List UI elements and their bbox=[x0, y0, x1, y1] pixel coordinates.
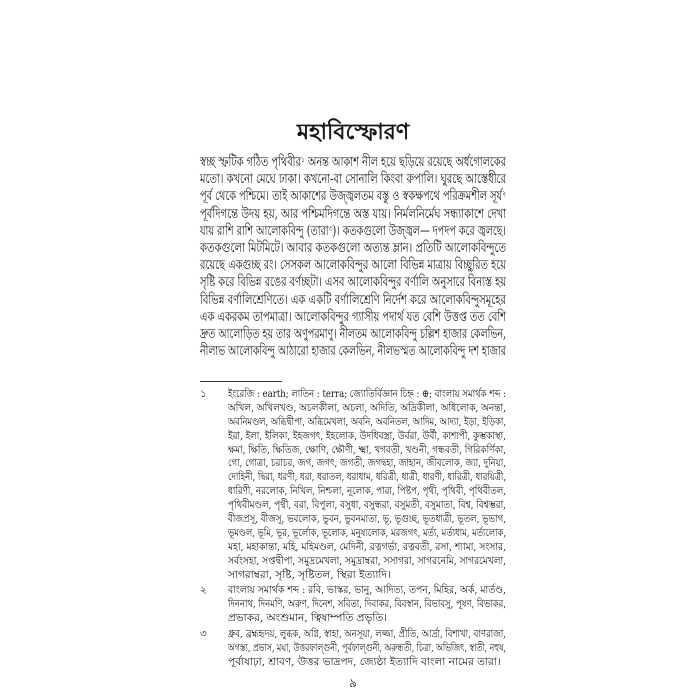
body-text-segment: মতো। কখনো মেঘে ঢাকা। কখনো-বা সোনালি কিংবা রুপালি। ঘুরছে আস্তেধীরে bbox=[200, 171, 506, 188]
line-text: গো, গোত্রা, চরাচর, জগ, জগৎ, জগতী, জগদ্বহা, জাহান, জীবলোক, জ্যা, দুনিয়া, bbox=[228, 457, 506, 470]
footnote-line bbox=[228, 656, 506, 670]
line-text bbox=[200, 257, 506, 274]
line-text bbox=[200, 309, 506, 326]
footnote-reference: ৩ bbox=[328, 222, 333, 233]
body-text-segment: দ্রুত আলোড়িত হয় তার অণুপরমাণু। নীলতম আলোকবিন্দু চল্লিশ হাজার কেলভিন, bbox=[200, 325, 506, 342]
footnote-line bbox=[228, 444, 506, 458]
body-text-segment: )। কতকগুলো উজ্জ্বল— দপদপ করে জ্বলছে। bbox=[332, 222, 506, 239]
line-text bbox=[200, 223, 506, 240]
body-line bbox=[200, 274, 506, 291]
body-text-segment: অনন্ত আকাশ নীল হয়ে ছড়িয়ে রয়েছে অর্ধগোলকের bbox=[304, 154, 506, 170]
body-text-segment: নীলাভ আলোকবিন্দু আঠারো হাজার কেলভিন, নীলভস্মত আলোকবিন্দু দশ হাজার bbox=[200, 343, 506, 360]
line-text bbox=[200, 292, 506, 309]
line-text bbox=[200, 171, 506, 188]
footnote-reference: ২ bbox=[502, 188, 506, 199]
body-line bbox=[200, 240, 506, 257]
body-line bbox=[200, 343, 506, 360]
line-text bbox=[200, 188, 506, 205]
footnote-line bbox=[228, 612, 506, 626]
footnote bbox=[200, 628, 506, 670]
line-text bbox=[200, 206, 506, 223]
body-paragraph bbox=[200, 154, 506, 360]
body-line bbox=[200, 206, 506, 223]
line-text bbox=[200, 343, 506, 360]
footnote-line bbox=[228, 541, 506, 555]
body-line bbox=[200, 171, 506, 188]
line-text: ইংরেজি : earth; লাতিন : terra; জ্যোতির্বিজ্ঞান চিহ্ন : ⊕; বাংলায় সমার্থক শব্দ : bbox=[228, 388, 506, 400]
footnote-line bbox=[228, 416, 506, 430]
footnote-line bbox=[228, 388, 506, 402]
footnote-number: ৩ bbox=[200, 628, 207, 641]
line-text: সাগরাম্বরা, সৃষ্টি, সৃষ্টিতল, স্থিরা ইত্যাদি। bbox=[228, 568, 391, 581]
footnote-line bbox=[228, 499, 506, 513]
body-line bbox=[200, 154, 506, 171]
footnote-separator bbox=[200, 381, 282, 382]
line-text: দোহিনী, দ্বিরা, ধরণী, ধরা, ধরাতল, ধরাধাম, ধরিত্রী, ধাত্রী, ধারণী, ধারিত্রী, ধারয়িত্রী, bbox=[228, 471, 506, 484]
body-text-segment: পূর্বদিগন্তে উদয় হয়, আর পশ্চিমদিগন্তে অস্ত যায়। নির্মলনির্মেঘ সন্ধ্যাকাশে দেখা bbox=[200, 205, 506, 222]
footnote-line bbox=[228, 513, 506, 527]
footnote-reference: ১ bbox=[300, 153, 305, 164]
body-line bbox=[200, 223, 506, 240]
line-text: দিননাথ, দিনমণি, অরুণ, দিনেশ, সবিতা, দিবাকর, বিবস্বান, বিভাবসু, পূষণ, বিভাকর, bbox=[228, 598, 506, 611]
body-text-segment: স্বচ্ছ স্ফটিক গঠিত পৃথিবীর bbox=[200, 154, 301, 170]
line-text: প্রভাকর, অংশুমান, ত্বিষাম্পতি প্রভৃতি। bbox=[228, 612, 387, 625]
footnote-number: ১ bbox=[200, 388, 207, 400]
footnote-line bbox=[228, 569, 506, 583]
line-text: পূর্বাষাঢ়া, শ্রাবণ, উত্তর ভাদ্রপদ, জ্যেষ্ঠা ইত্যাদি বাংলা নামের তারা। bbox=[228, 655, 501, 668]
footnote-line bbox=[228, 471, 506, 485]
footnote-line bbox=[228, 485, 506, 499]
footnote-text bbox=[228, 628, 506, 670]
body-text-segment: কতকগুলো মিটমিটে। আবার কতকগুলো অত্যন্ত ম্লান। প্রতিটি আলোকবিন্দুতে bbox=[200, 239, 506, 256]
body-line bbox=[200, 188, 506, 205]
line-text: সর্বংসহা, সপ্তদ্বীপা, সমুদ্রমেখলা, সমুদ্রাম্বরা, সসাগরা, সাগরনেমি, সাগরমেখলা, bbox=[228, 554, 506, 567]
line-text: অখিল, অখিলখণ্ড, অচলকীলা, অচলা, অদিতি, অদ্রিকীলা, অধিলোক, অনন্তা, bbox=[228, 401, 506, 414]
line-text: বীজপ্রসূ, বীজসূ, ভবলোক, ভুবন, ভুবনমাতা, ভূ, ভূগুচ্ছ, ভূতধাত্রী, ভূতল, ভূভাগ, bbox=[228, 513, 506, 526]
line-text: অগস্ত্য, প্রভাস, মঘা, উত্তরফাল্গুনী, পূর্বফাল্গুনী, অরুন্ধতী, চিত্রা, অভিজিৎ, স্বাতী, নহুষ, bbox=[228, 642, 506, 655]
line-text: ধ্রুব, ব্রহ্মহৃদয়, লুব্ধক, অগ্নি, স্বাহা, অনসূয়া, লজ্জা, প্রীতি, আর্দ্রা, বিশাখা, বাণরাজা, bbox=[228, 628, 506, 641]
body-text-segment: এক একরকম তাপমাত্রা। আলোকবিন্দুর গ্যাসীয় পদার্থ যত বেশি উত্তপ্ত তত বেশি bbox=[200, 308, 506, 325]
body-line bbox=[200, 257, 506, 274]
line-text: ইরা, ইলা, ইলিকা, ইহজগৎ, ইহলোক, উদধিবস্ত্রা, উর্বরা, উর্বী, কাশ্যপী, কুম্ভকাস্থা, bbox=[228, 429, 506, 442]
chapter-title: মহাবিস্ফোরণ bbox=[296, 119, 410, 145]
body-text-segment: পূর্ব থেকে পশ্চিমে। তাই আকাশের উজ্জ্বলতম বস্তু ও স্বকক্ষপথে পরিক্রমশীল সূর্য bbox=[200, 188, 503, 205]
footnote-line bbox=[228, 555, 506, 569]
footnote-text bbox=[228, 584, 506, 626]
footnote-line bbox=[228, 527, 506, 541]
page-number: ৯ bbox=[349, 676, 357, 690]
line-text bbox=[200, 326, 506, 343]
footnote-text bbox=[228, 388, 506, 582]
footnote-line bbox=[228, 598, 506, 612]
line-text: বাংলায় সমার্থক শব্দ : রবি, ভাস্কর, ভানু, আদিত্য, তপন, মিহির, অর্ক, মার্তণ্ড, bbox=[228, 584, 506, 597]
line-text: ভূমণ্ডল, ভূমি, ভূর, ভূর্লোক, ভূলোক, মনুষ্যলোক, মরজগৎ, মর্ত্য, মর্ত্যধাম, মর্ত্যলোক, bbox=[228, 526, 506, 539]
body-text-segment: রয়েছে একগুচ্ছ রং। সেসকল আলোকবিন্দুর আলো বিভিন্ন মাত্রায় বিচ্ছুরিত হয়ে bbox=[200, 257, 506, 274]
footnote bbox=[200, 388, 506, 582]
body-line bbox=[200, 309, 506, 326]
footnote-line bbox=[228, 402, 506, 416]
footnote-line bbox=[228, 457, 506, 471]
footnote bbox=[200, 584, 506, 626]
body-line bbox=[200, 292, 506, 309]
body-line bbox=[200, 326, 506, 343]
body-text-segment: সৃষ্টি করে বিভিন্ন রঙের বর্ণচ্ছটা। এসব আলোকবিন্দুর বর্ণালি অনুসারে বিন্যস্ত হয় bbox=[200, 274, 506, 291]
body-text-segment: যায় রাশি রাশি আলোকবিন্দু (তারা bbox=[200, 222, 329, 239]
line-text: মহা, মহাকান্তা, মহি, মহিমণ্ডল, মেদিনী, রত্নগর্ভা, রত্নবতী, রসা, শ্যামা, সংসার, bbox=[228, 540, 506, 553]
line-text: ধারিণী, নরলোক, নিখিল, নিশ্চলা, নূলোক, পারা, পিষ্টপ, পৃথী, পৃথিবী, পৃথিবীতল, bbox=[228, 485, 506, 498]
line-text bbox=[200, 274, 506, 291]
footnote-line bbox=[228, 642, 506, 656]
line-text bbox=[200, 154, 506, 171]
footnote-line bbox=[228, 628, 506, 642]
line-text: পৃথিবীমণ্ডল, পৃথ্বী, বরা, বিপুলা, বসুধা, বসুন্ধরা, বসুমতী, বসুমাতা, বিশ্ব, বিশ্বম্ভরা, bbox=[228, 499, 506, 512]
line-text: ক্ষমা, ক্ষিতি, ক্ষিতিজ, ক্ষোণি, ক্ষৌণী, ক্ষ্মা, খগবতী, খণ্ডনী, গন্ধবতী, গিরিকর্ণিকা, bbox=[228, 443, 506, 456]
footnote-line bbox=[228, 430, 506, 444]
line-text: অবনিমণ্ডল, অব্ধিদ্বীপা, অব্ধিমেখলা, অবনি, অবনিতল, আদিম, আদ্যা, ইড়া, ইড়িকা, bbox=[228, 415, 506, 428]
line-text bbox=[200, 240, 506, 257]
body-text-segment: বিভিন্ন বর্ণালিশ্রেণিতে। এক একটি বর্ণালিশ্রেণি নির্দেশ করে আলোকবিন্দুসমূহের bbox=[200, 291, 506, 308]
footnote-number: ২ bbox=[200, 584, 207, 597]
footnotes bbox=[200, 388, 506, 670]
footnote-line bbox=[228, 584, 506, 598]
